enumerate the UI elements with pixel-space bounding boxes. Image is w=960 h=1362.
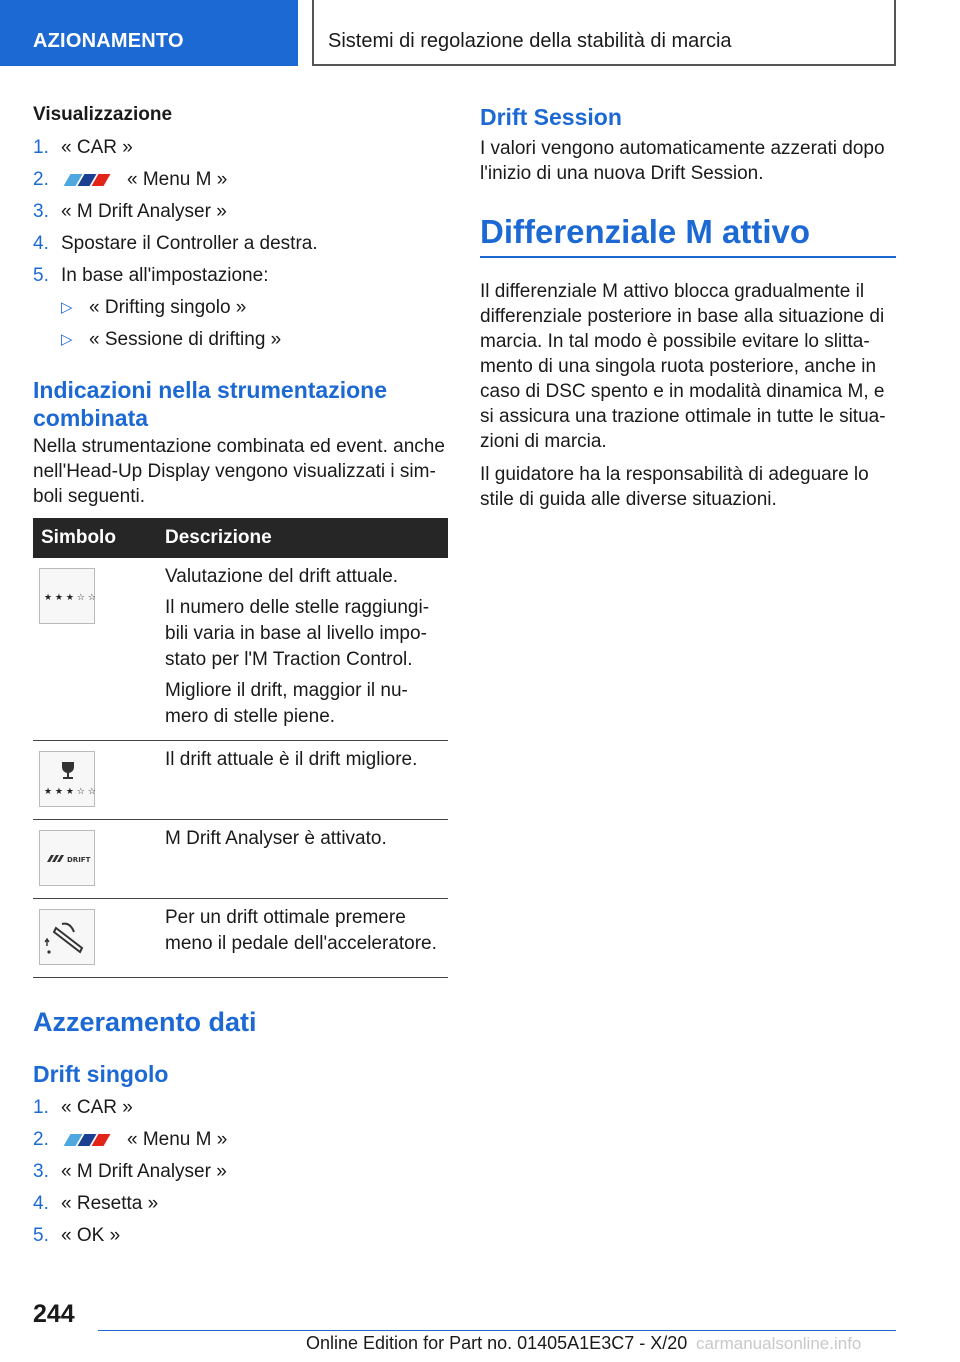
indicazioni-text: Nella strumentazione combinata ed event. anche nell'Head-Up Display vengono visualizzati i simboli seguenti. xyxy=(33,436,445,507)
table-row: ★ ★ ★ ☆ ☆ Valutazione del drift attuale. Il numero delle stelle raggiungibili varia in base al livello impostato per l'M Traction Control. Migliore il drift, maggior il numero di stelle piene. xyxy=(33,558,448,741)
list-item: ▷ « Drifting singolo » xyxy=(33,292,448,324)
list-item: 3. « M Drift Analyser » xyxy=(33,201,227,222)
triangle-bullet-icon: ▷ xyxy=(61,299,73,316)
visualizzazione-heading: Visualizzazione xyxy=(33,104,173,125)
list-item: 1. « CAR » xyxy=(33,1097,133,1118)
differenziale-text-1: Il differenziale M attivo blocca gradualmente il differenziale posteriore in base alla situazione di marcia. In tal modo è possibile evitare lo slittamento di una singola ruota posteriore, anche in caso di DSC spento e in modalità dinamica M, e si assicura una trazione ottimale in tutte le situazioni di marcia. xyxy=(480,281,886,452)
differenziale-heading: Differenziale M attivo xyxy=(480,213,811,250)
differenziale-text-2: Il guidatore ha la responsabilità di adeguare lo stile di guida alle diverse situazioni. xyxy=(480,464,869,510)
list-item: 2. « Menu M » xyxy=(33,1129,228,1150)
watermark: carmanualsonline.info xyxy=(696,1334,862,1353)
m-logo-icon xyxy=(63,172,117,188)
page-header xyxy=(0,0,960,66)
symbol-table xyxy=(33,518,448,978)
section-tab: AZIONAMENTO xyxy=(0,0,298,66)
table-header-description: Descrizione xyxy=(157,518,448,558)
edition-line: Online Edition for Part no. 01405A1E3C7 - X/20 xyxy=(306,1333,688,1353)
list-item: 1. « CAR » xyxy=(33,137,133,158)
steps-list-1 xyxy=(33,132,448,292)
list-item: 5. « OK » xyxy=(33,1225,121,1246)
left-column xyxy=(33,100,448,1252)
triangle-bullet-icon: ▷ xyxy=(61,331,73,348)
indicazioni-heading: Indicazioni nella strumentazione combinata xyxy=(33,377,388,431)
list-item: 4. Spostare il Controller a destra. xyxy=(33,233,318,254)
list-item: 5. In base all'impostazione: xyxy=(33,265,269,286)
m-drift-icon xyxy=(39,830,95,886)
drift-session-text: I valori vengono automaticamente azzerati dopo l'inizio di una nuova Drift Session. xyxy=(480,138,885,184)
svg-text:DRIFT: DRIFT xyxy=(67,856,91,864)
drift-stars-icon xyxy=(39,568,95,624)
list-item: 3. « M Drift Analyser » xyxy=(33,1161,227,1182)
azzeramento-heading: Azzeramento dati xyxy=(33,1007,257,1037)
list-item: ▷ « Sessione di drifting » xyxy=(33,324,448,356)
steps-list-2 xyxy=(33,1092,448,1252)
svg-text:★ ★ ★ ☆ ☆: ★ ★ ★ ☆ ☆ xyxy=(44,787,96,797)
table-row: Per un drift ottimale premere meno il pedale dell'acceleratore. xyxy=(33,899,448,978)
substeps-list xyxy=(33,292,448,356)
trophy-stars-icon xyxy=(39,751,95,807)
footer-rule xyxy=(98,1330,896,1331)
list-item: 4. « Resetta » xyxy=(33,1193,159,1214)
drift-singolo-heading: Drift singolo xyxy=(33,1061,169,1087)
list-item: 2. « Menu M » xyxy=(33,169,228,190)
table-header-symbol: Simbolo xyxy=(33,518,157,558)
m-logo-icon xyxy=(63,1132,117,1148)
svg-text:★ ★ ★ ☆ ☆: ★ ★ ★ ☆ ☆ xyxy=(44,593,96,603)
table-row: ★ ★ ★ ☆ ☆ Il drift attuale è il drift migliore. xyxy=(33,741,448,820)
page-number: 244 xyxy=(33,1300,75,1328)
accelerator-pedal-icon xyxy=(39,909,95,965)
right-column xyxy=(480,100,896,512)
table-row: DRIFT M Drift Analyser è attivato. xyxy=(33,820,448,899)
drift-session-heading: Drift Session xyxy=(480,104,622,130)
heading-rule xyxy=(480,256,896,258)
chapter-title: Sistemi di regolazione della stabilità di marcia xyxy=(312,0,896,66)
